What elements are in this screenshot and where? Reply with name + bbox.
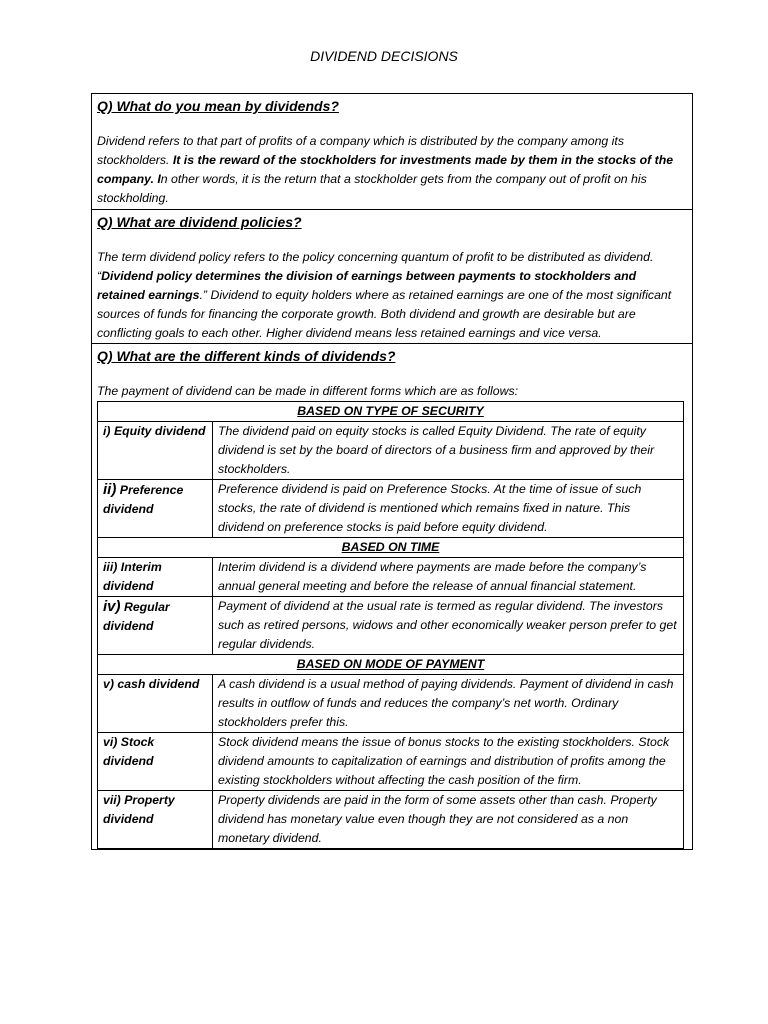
section-dividend-policies: [92, 209, 692, 343]
qa-box: [91, 93, 693, 850]
document-title: DIVIDEND DECISIONS: [310, 48, 458, 64]
item-number: ii): [103, 481, 117, 498]
dividend-name-cell: [98, 422, 213, 480]
table-row: [98, 791, 684, 849]
table-row: [98, 480, 684, 538]
dividend-name-cell: [98, 733, 213, 791]
table-row: [98, 733, 684, 791]
answer-text: .” Dividend to equity holders where as retained earnings are one of the most significant sources of funds for financing the corporate growth. Both dividend and growth are desirable but are conflicting goals to each other. Higher dividend means less retained earnings and vice versa.: [97, 288, 672, 340]
table-heading: BASED ON TIME: [98, 538, 684, 558]
answer-paragraph: [97, 248, 687, 343]
dividend-name: Stock dividend: [103, 735, 155, 768]
table-heading: BASED ON TYPE OF SECURITY: [98, 402, 684, 422]
dividend-name-cell: [98, 480, 213, 538]
dividend-name: cash dividend: [117, 677, 200, 691]
table-heading: BASED ON MODE OF PAYMENT: [98, 655, 684, 675]
dividend-description: A cash dividend is a usual method of paying dividends. Payment of dividend in cash results in outflow of funds and reduces the company’s net worth. Ordinary stockholders prefer this.: [213, 675, 684, 733]
answer-emphasis: It is the reward of the stockholders for investments made by them in the stocks of the company. I: [97, 153, 674, 186]
item-number: vi): [103, 735, 118, 749]
item-number: iii): [103, 560, 118, 574]
dividend-name-cell: [98, 597, 213, 655]
dividend-description: The dividend paid on equity stocks is called Equity Dividend. The rate of equity dividend is set by the board of directors of a business firm and approved by their stockholders.: [213, 422, 684, 480]
answer-emphasis: Dividend policy determines the division of earnings between payments to stockholders and retained earnings: [97, 269, 637, 302]
answer-text: Dividend refers to that part of profits of a company which is distributed by the company among its stockholders.: [97, 134, 624, 167]
item-number: iv): [103, 598, 121, 615]
dividend-name: Property dividend: [103, 793, 175, 826]
dividend-name: Preference dividend: [103, 483, 184, 516]
table-row: [98, 422, 684, 480]
question-heading: Q) What are the different kinds of dividends?: [97, 348, 396, 364]
dividend-description: Property dividends are paid in the form of some assets other than cash. Property dividend has monetary value even though they are not considered as a non monetary dividend.: [213, 791, 684, 849]
dividend-description: Stock dividend means the issue of bonus stocks to the existing stockholders. Stock dividend amounts to capitalization of earnings and distribution of profits among the existing stockholders without affecting the cash position of the firm.: [213, 733, 684, 791]
dividend-name-cell: [98, 791, 213, 849]
dividend-description: Preference dividend is paid on Preference Stocks. At the time of issue of such stocks, the rate of dividend is mentioned which remains fixed in nature. This dividend on preference stocks is paid before equity dividend.: [213, 480, 684, 538]
table-row: [98, 597, 684, 655]
intro-paragraph: The payment of dividend can be made in different forms which are as follows:: [97, 384, 519, 398]
dividend-name: Regular dividend: [103, 600, 170, 633]
dividend-description: Interim dividend is a dividend where payments are made before the company’s annual general meeting and before the release of annual financial statement.: [213, 558, 684, 597]
table-row: [98, 675, 684, 733]
section-what-are-dividends: [92, 94, 692, 209]
question-heading: Q) What do you mean by dividends?: [97, 98, 339, 114]
dividend-name-cell: [98, 675, 213, 733]
table-row: [98, 558, 684, 597]
dividend-name-cell: [98, 558, 213, 597]
table-heading-row: [98, 655, 684, 675]
section-kinds-of-dividends: [92, 343, 692, 849]
answer-paragraph: [97, 132, 687, 209]
table-heading-row: [98, 402, 684, 422]
dividend-description: Payment of dividend at the usual rate is termed as regular dividend. The investors such as retired persons, widows and other economically weaker person prefer to get regular dividends.: [213, 597, 684, 655]
dividend-name: Interim dividend: [103, 560, 162, 593]
dividend-name: Equity dividend: [113, 424, 206, 438]
item-number: v): [103, 677, 114, 691]
question-heading: Q) What are dividend policies?: [97, 214, 302, 230]
item-number: vii): [103, 793, 121, 807]
answer-text: The term dividend policy refers to the policy concerning quantum of profit to be distributed as dividend. “: [97, 250, 654, 283]
table-heading-row: [98, 538, 684, 558]
answer-text: n other words, it is the return that a stockholder gets from the company out of profit on his stockholding.: [97, 172, 647, 205]
item-number: i): [103, 424, 111, 438]
dividend-kinds-table: [97, 401, 684, 849]
